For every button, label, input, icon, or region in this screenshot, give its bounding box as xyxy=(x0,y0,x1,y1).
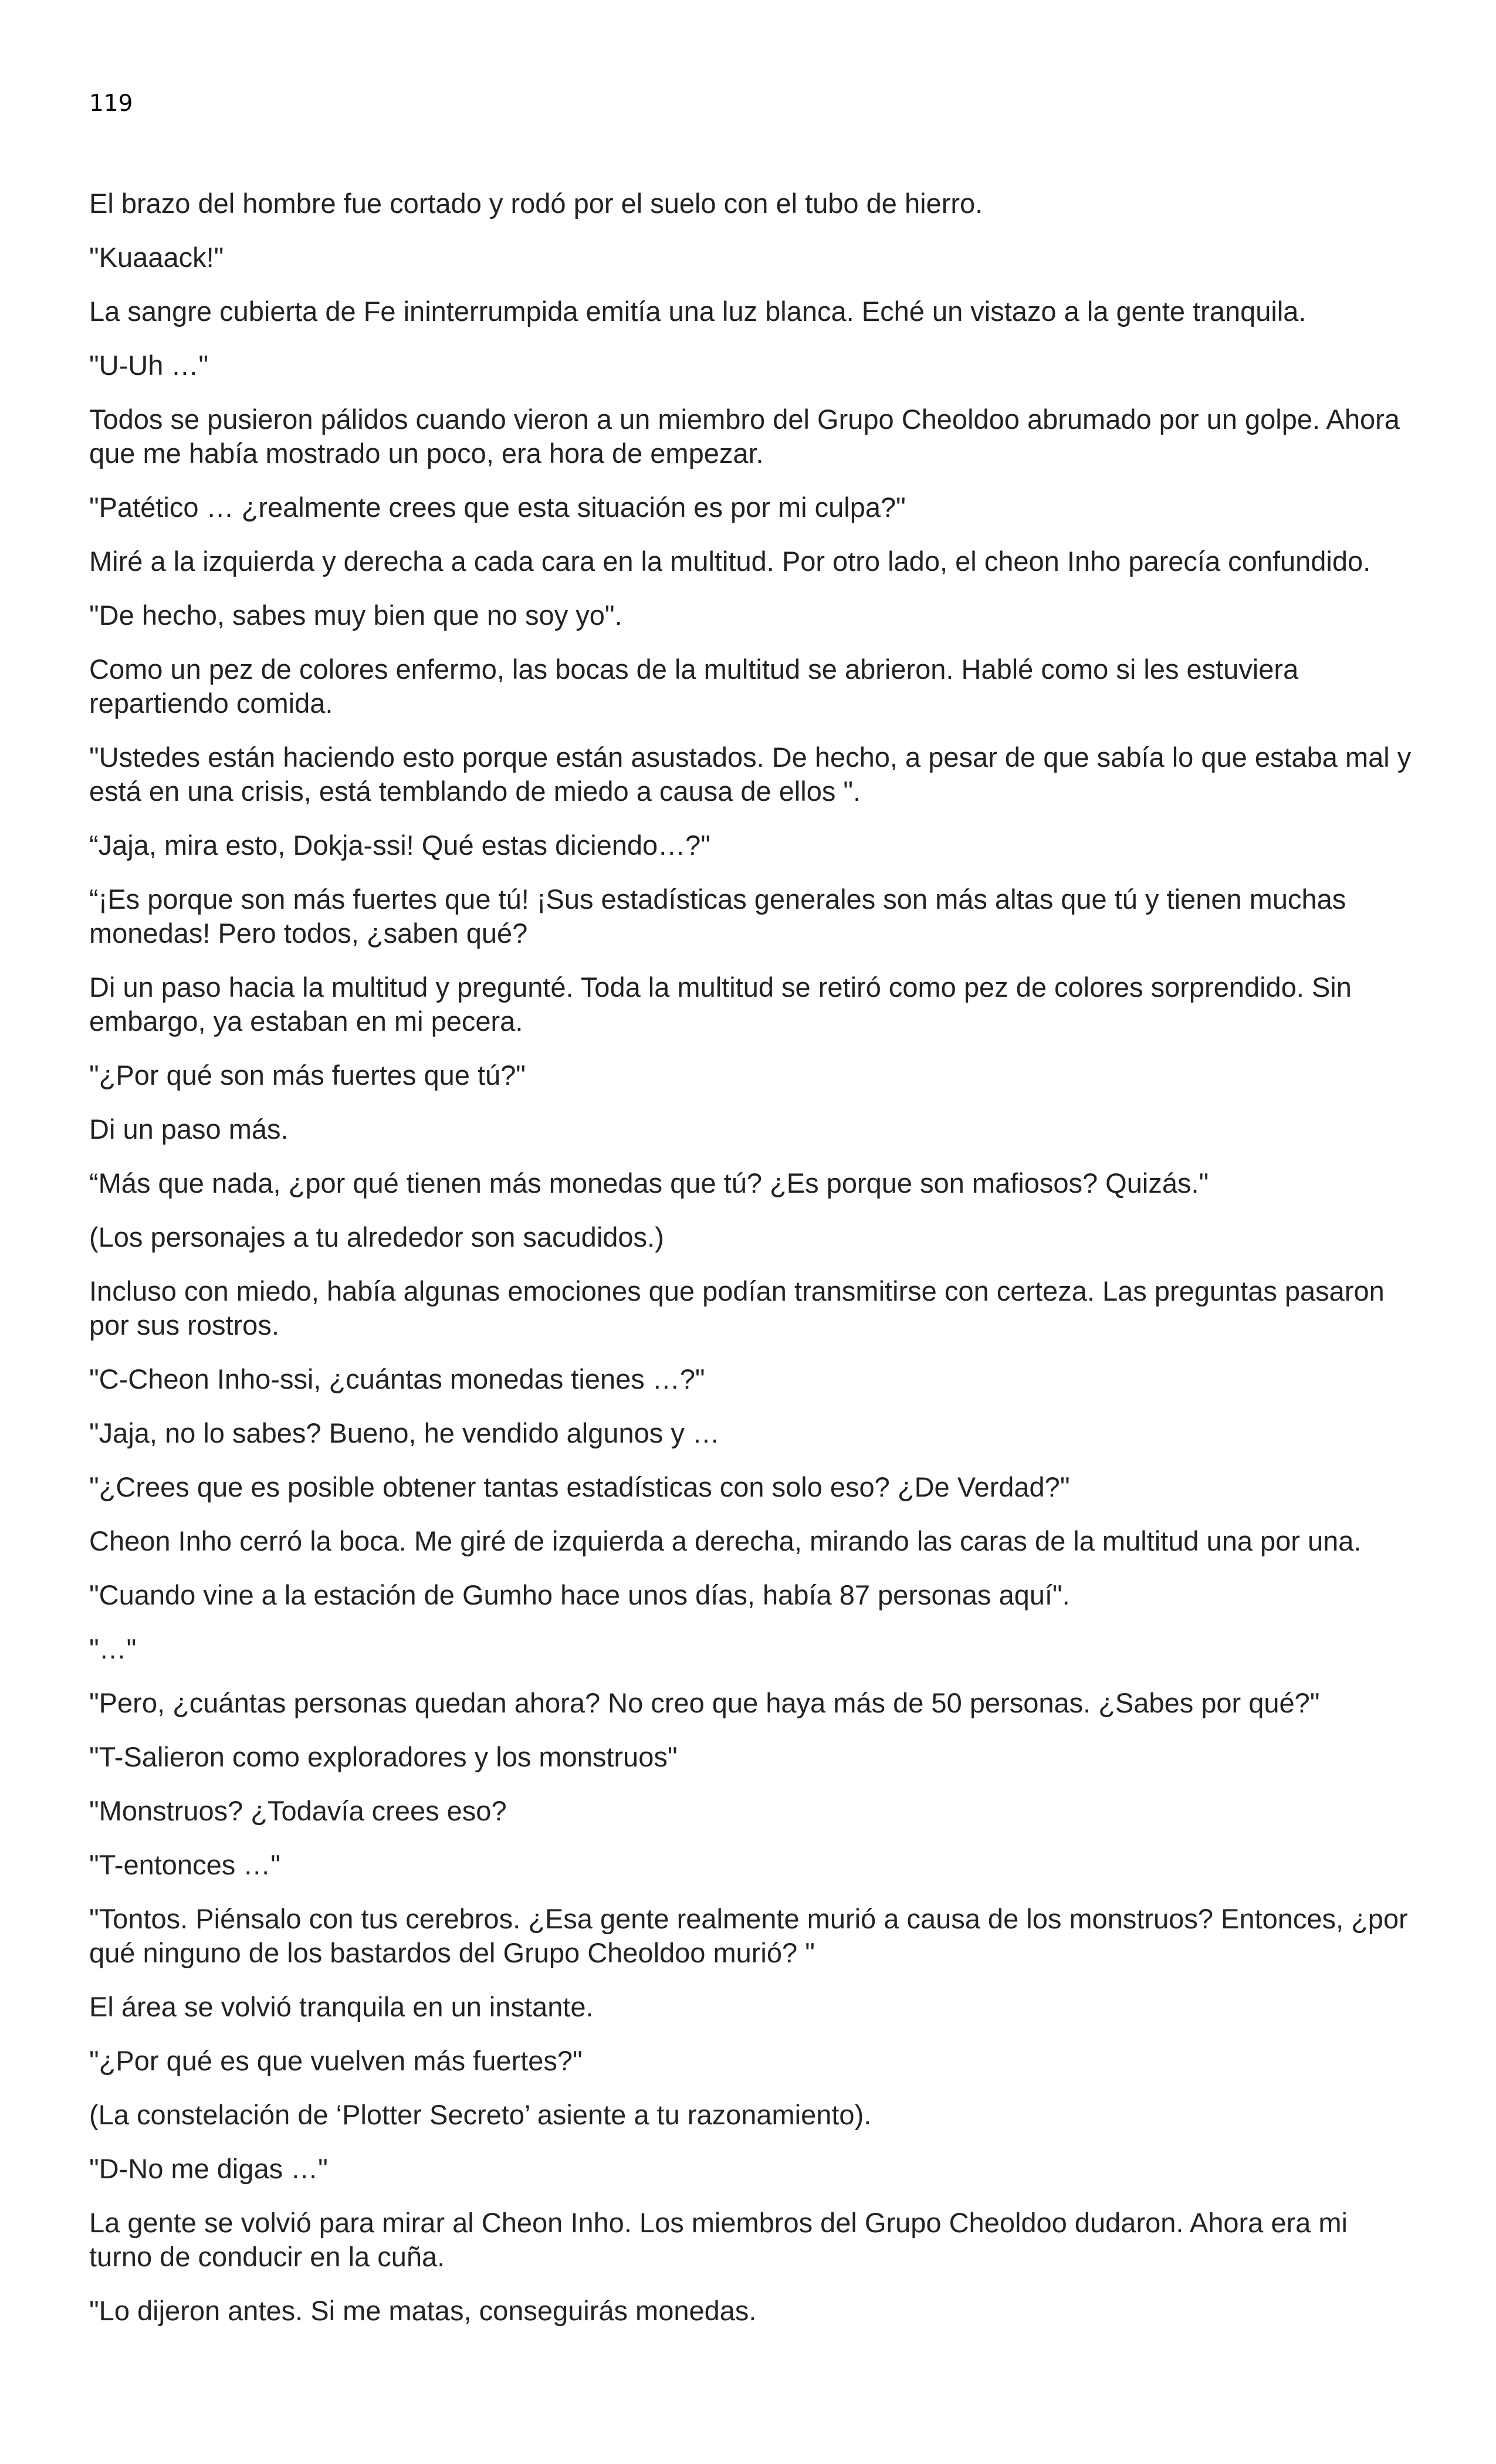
paragraph: "Cuando vine a la estación de Gumho hace unos días, había 87 personas aquí". xyxy=(89,1579,1070,1610)
paragraph: "Patético … ¿realmente crees que esta situación es por mi culpa?" xyxy=(89,492,906,523)
paragraph: Cheon Inho cerró la boca. Me giré de izquierda a derecha, mirando las caras de la multitud una por una. xyxy=(89,1525,1362,1556)
paragraph: “Jaja, mira esto, Dokja-ssi! Qué estas diciendo…?" xyxy=(89,830,710,861)
paragraph: "Kuaaack!" xyxy=(89,242,224,273)
paragraph: (Los personajes a tu alrededor son sacudidos.) xyxy=(89,1221,664,1253)
paragraph: "¿Por qué son más fuertes que tú?" xyxy=(89,1060,526,1091)
paragraph: "…" xyxy=(89,1633,137,1664)
paragraph: Miré a la izquierda y derecha a cada cara en la multitud. Por otro lado, el cheon Inho parecía confundido. xyxy=(89,546,1371,577)
paragraph: "Lo dijeron antes. Si me matas, conseguirás monedas. xyxy=(89,2295,757,2326)
paragraph: "D-No me digas …" xyxy=(89,2153,328,2184)
paragraph: Di un paso hacia la multitud y pregunté. Toda la multitud se retiró como pez de colores sorprendido. Sin embargo, ya estaban en mi pecera. xyxy=(89,972,1352,1037)
paragraph: "T-Salieron como exploradores y los monstruos" xyxy=(89,1741,678,1772)
paragraph: "U-Uh …" xyxy=(89,350,209,381)
paragraph: La sangre cubierta de Fe ininterrumpida emitía una luz blanca. Eché un vistazo a la gente tranquila. xyxy=(89,296,1307,327)
paragraph: “Más que nada, ¿por qué tienen más monedas que tú? ¿Es porque son mafiosos? Quizás." xyxy=(89,1167,1209,1199)
paragraph: "¿Por qué es que vuelven más fuertes?" xyxy=(89,2045,583,2076)
paragraph: Di un paso más. xyxy=(89,1113,289,1145)
paragraph: Como un pez de colores enfermo, las bocas de la multitud se abrieron. Hablé como si les estuviera repartiendo comida. xyxy=(89,654,1299,719)
paragraph: "Tontos. Piénsalo con tus cerebros. ¿Esa gente realmente murió a causa de los monstruos? Entonces, ¿por qué ninguno de los bastardos del Grupo Cheoldoo murió? " xyxy=(89,1903,1408,1968)
paragraph: Todos se pusieron pálidos cuando vieron a un miembro del Grupo Cheoldoo abrumado por un golpe. Ahora que me había mostrado un poco, era hora de empezar. xyxy=(89,404,1400,469)
paragraph: "Ustedes están haciendo esto porque están asustados. De hecho, a pesar de que sabía lo que estaba mal y está en una crisis, está temblando de miedo a causa de ellos ". xyxy=(89,742,1412,807)
paragraph: Incluso con miedo, había algunas emociones que podían transmitirse con certeza. Las preguntas pasaron por sus rostros. xyxy=(89,1275,1385,1341)
paragraph: "Pero, ¿cuántas personas quedan ahora? No creo que haya más de 50 personas. ¿Sabes por qué?" xyxy=(89,1687,1320,1718)
paragraph: "T-entonces …" xyxy=(89,1849,280,1880)
paragraph: (La constelación de ‘Plotter Secreto’ asiente a tu razonamiento). xyxy=(89,2099,872,2130)
page-number: 119 xyxy=(89,90,133,117)
paragraph: "¿Crees que es posible obtener tantas estadísticas con solo eso? ¿De Verdad?" xyxy=(89,1471,1070,1502)
paragraph: “¡Es porque son más fuertes que tú! ¡Sus estadísticas generales son más altas que tú y tienen muchas monedas! Pero todos, ¿saben qué? xyxy=(89,884,1346,949)
paragraph: "Jaja, no lo sabes? Bueno, he vendido algunos y … xyxy=(89,1417,720,1448)
paragraph: El brazo del hombre fue cortado y rodó por el suelo con el tubo de hierro. xyxy=(89,188,983,219)
paragraph: El área se volvió tranquila en un instante. xyxy=(89,1991,594,2022)
paragraph: La gente se volvió para mirar al Cheon Inho. Los miembros del Grupo Cheoldoo dudaron. Ahora era mi turno de conducir en la cuña. xyxy=(89,2207,1348,2272)
page-body-text xyxy=(89,187,1415,2348)
paragraph: "C-Cheon Inho-ssi, ¿cuántas monedas tienes …?" xyxy=(89,1363,705,1395)
paragraph: "Monstruos? ¿Todavía crees eso? xyxy=(89,1795,507,1826)
paragraph: "De hecho, sabes muy bien que no soy yo". xyxy=(89,600,622,631)
